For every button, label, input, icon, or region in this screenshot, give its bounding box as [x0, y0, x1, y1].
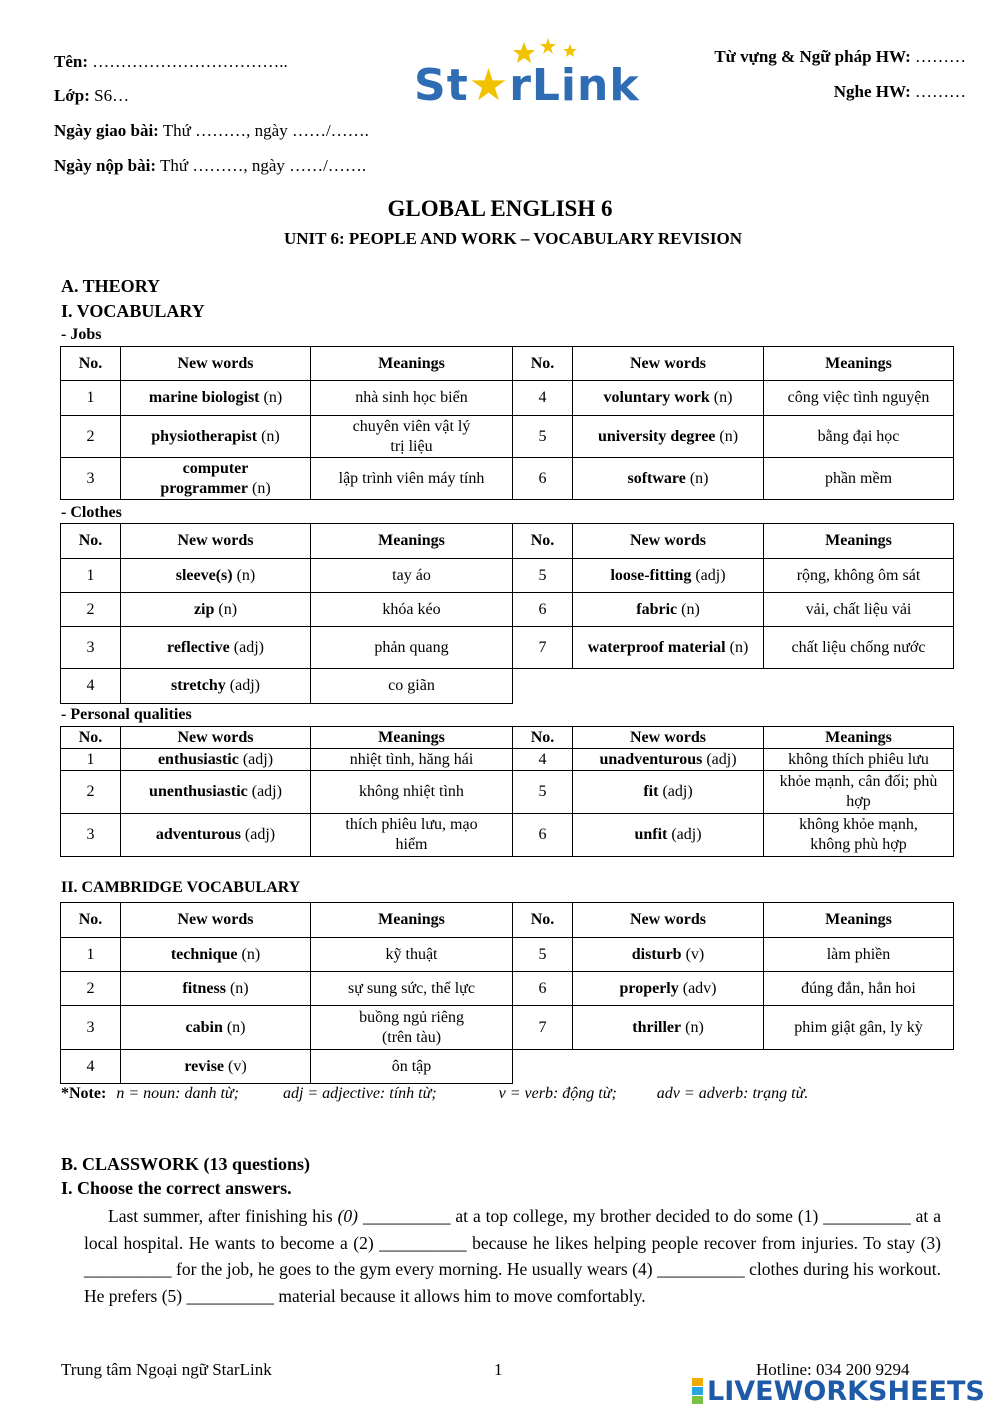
hw-vocab-value: ………	[915, 47, 966, 66]
word: properly	[619, 979, 679, 997]
example-marker: (0)	[337, 1206, 359, 1226]
cell-word	[573, 381, 764, 416]
cell-word	[121, 559, 311, 593]
cell-word	[573, 1006, 764, 1050]
empty-cell	[573, 1050, 764, 1084]
empty-cell	[764, 669, 954, 704]
cell-no: 6	[513, 814, 573, 857]
pos: (adj)	[229, 677, 260, 694]
jobs-heading: - Jobs	[61, 326, 102, 343]
pos: (n)	[681, 600, 700, 618]
cell-no: 4	[61, 669, 121, 704]
cell-no: 7	[513, 1006, 573, 1050]
submit-date-value: Thứ ………, ngày ……/…….	[159, 156, 367, 175]
cambridge-table	[60, 902, 954, 1084]
liveworksheets-logo-icon	[692, 1378, 703, 1405]
cell-no: 3	[61, 814, 121, 857]
clothes-table	[60, 523, 954, 704]
cell-meaning: đúng đắn, hẳn hoi	[764, 972, 954, 1006]
assign-date-line	[54, 121, 369, 141]
pos: (adj)	[695, 566, 726, 584]
submit-date-label: Ngày nộp bài:	[54, 156, 157, 175]
pos: (n)	[218, 600, 238, 618]
empty-cell	[513, 669, 573, 704]
passage-text-2: __________ at a top college, my brother decided to do some (1) __________ at a local hospital. He wants to become a (2) __________ because he likes helping people recover from injuries. To stay (3) __________ for the job, he goes to the gym every morning. He usually wears (4) __________ clothes during his workout. He prefers (5) __________ material because it allows him to move comfortably.	[84, 1206, 941, 1306]
pos: (adj)	[706, 750, 737, 768]
cell-meaning: ôn tập	[311, 1050, 513, 1084]
col-words: New words	[121, 524, 311, 559]
pos: (n)	[236, 566, 256, 584]
cell-no: 2	[61, 771, 121, 814]
assign-date-value: Thứ ………, ngày ……/…….	[162, 121, 369, 140]
pos-note	[61, 1085, 808, 1103]
hw-listen-line	[834, 82, 966, 102]
pos: (adj)	[662, 783, 693, 800]
word: unenthusiastic	[149, 783, 248, 800]
word: revise	[184, 1057, 225, 1075]
col-meanings: Meanings	[764, 727, 954, 749]
qualities-table	[60, 726, 954, 857]
cell-word	[121, 749, 311, 771]
col-meanings: Meanings	[311, 347, 513, 381]
table-header-row	[61, 903, 954, 938]
pos: (adv)	[682, 979, 717, 997]
word: adventurous	[155, 826, 241, 843]
word: university degree	[597, 427, 716, 445]
pos: (adj)	[233, 638, 264, 656]
empty-cell	[764, 1050, 954, 1084]
cell-meaning: lập trình viên máy tính	[311, 458, 513, 500]
cell-word	[573, 972, 764, 1006]
cell-no: 6	[513, 972, 573, 1006]
section-a-heading: A. THEORY	[61, 276, 161, 296]
pos: (adj)	[244, 826, 276, 843]
cell-meaning: phim giật gân, ly kỳ	[764, 1006, 954, 1050]
note-noun: n = noun: danh từ;	[116, 1085, 239, 1102]
col-meanings: Meanings	[311, 903, 513, 938]
hw-listen-value: ………	[915, 82, 966, 101]
col-no: No.	[61, 727, 121, 749]
cell-word	[573, 627, 764, 669]
cell-no: 7	[513, 627, 573, 669]
word: marine biologist	[148, 389, 260, 406]
footer-center-name: Trung tâm Ngoại ngữ StarLink	[61, 1360, 272, 1379]
cell-no: 5	[513, 416, 573, 458]
logo-text	[414, 60, 640, 111]
cell-no: 3	[61, 627, 121, 669]
cell-no: 6	[513, 458, 573, 500]
col-words: New words	[121, 727, 311, 749]
cell-word	[573, 814, 764, 857]
cell-word	[573, 458, 764, 500]
footer-hotline: Hotline: 034 200 9294	[756, 1360, 910, 1379]
col-no: No.	[513, 903, 573, 938]
cell-meaning: phản quang	[311, 627, 513, 669]
pos: (n)	[685, 1018, 704, 1036]
cell-meaning: tay áo	[311, 559, 513, 593]
word: sleeve(s)	[175, 566, 233, 584]
cell-word	[121, 416, 311, 458]
table-row	[61, 749, 954, 771]
col-no: No.	[513, 524, 573, 559]
word: reflective	[167, 638, 230, 656]
section-a1-heading: I. VOCABULARY	[61, 301, 205, 321]
cell-word	[121, 938, 311, 972]
word: fitness	[182, 979, 226, 997]
cell-word	[573, 559, 764, 593]
logo-star-icon: ★	[468, 60, 510, 111]
logo-text-part2: rLink	[509, 60, 640, 111]
qualities-heading: - Personal qualities	[61, 706, 192, 723]
cell-meaning: sự sung sức, thể lực	[311, 972, 513, 1006]
col-words: New words	[121, 347, 311, 381]
table-row	[61, 669, 954, 704]
cell-no: 2	[61, 972, 121, 1006]
cell-meaning: rộng, không ôm sát	[764, 559, 954, 593]
cell-word	[121, 972, 311, 1006]
cell-word	[121, 771, 311, 814]
cell-meaning: bằng đại học	[764, 416, 954, 458]
cell-meaning: co giãn	[311, 669, 513, 704]
word: waterproof material	[587, 638, 726, 656]
col-words: New words	[573, 903, 764, 938]
cell-word	[121, 593, 311, 627]
cell-meaning: không khỏe mạnh, không phù hợp	[764, 814, 954, 857]
hw-vocab-label: Từ vựng & Ngữ pháp HW:	[714, 47, 911, 66]
pos: (n)	[229, 979, 249, 997]
pos: (n)	[261, 427, 280, 445]
class-label: Lớp:	[54, 86, 90, 105]
cell-meaning: buồng ngủ riêng (trên tàu)	[311, 1006, 513, 1050]
word: physiotherapist	[151, 427, 258, 445]
liveworksheets-brand	[692, 1376, 985, 1406]
cell-word	[573, 749, 764, 771]
pos: (n)	[252, 479, 271, 497]
cell-no: 3	[61, 458, 121, 500]
cell-no: 1	[61, 559, 121, 593]
cell-meaning: chuyên viên vật lý trị liệu	[311, 416, 513, 458]
col-words: New words	[573, 524, 764, 559]
class-line	[54, 86, 129, 106]
pos: (n)	[729, 638, 749, 656]
passage-text-1: Last summer, after finishing his	[108, 1206, 338, 1226]
pos: (adj)	[251, 783, 282, 800]
section-b-heading: B. CLASSWORK (13 questions)	[61, 1154, 311, 1174]
assign-date-label: Ngày giao bài:	[54, 121, 159, 140]
word: cabin	[185, 1018, 223, 1036]
cell-no: 3	[61, 1006, 121, 1050]
table-row	[61, 814, 954, 857]
cell-word	[573, 416, 764, 458]
word: stretchy	[171, 677, 226, 694]
word: technique	[170, 945, 238, 963]
col-meanings: Meanings	[764, 903, 954, 938]
col-meanings: Meanings	[764, 524, 954, 559]
table-row	[61, 627, 954, 669]
clothes-heading: - Clothes	[61, 504, 122, 521]
note-verb: v = verb: động từ;	[498, 1085, 617, 1102]
table-row	[61, 416, 954, 458]
word: enthusiastic	[157, 750, 239, 768]
cell-word	[121, 1050, 311, 1084]
word: loose-fitting	[610, 566, 692, 584]
col-words: New words	[573, 727, 764, 749]
table-row	[61, 559, 954, 593]
pos: (n)	[713, 389, 733, 406]
pos: (n)	[241, 945, 261, 963]
cell-no: 1	[61, 938, 121, 972]
cell-no: 1	[61, 749, 121, 771]
cell-meaning: không thích phiêu lưu	[764, 749, 954, 771]
submit-date-line	[54, 156, 366, 176]
logo-text-part1: St	[414, 60, 469, 111]
cell-no: 4	[513, 749, 573, 771]
table-row	[61, 593, 954, 627]
cell-word	[121, 627, 311, 669]
cell-meaning: khỏe mạnh, cân đối; phù hợp	[764, 771, 954, 814]
name-blank: ……………………………..	[92, 52, 288, 71]
col-words: New words	[573, 347, 764, 381]
cell-word	[121, 669, 311, 704]
table-row	[61, 1006, 954, 1050]
passage-paragraph	[84, 1203, 941, 1309]
table-row	[61, 771, 954, 814]
student-name-line	[54, 52, 288, 72]
cell-no: 5	[513, 559, 573, 593]
cell-word	[573, 593, 764, 627]
table-row	[61, 938, 954, 972]
word: zip	[193, 600, 215, 618]
cell-word	[121, 458, 311, 500]
cell-word	[573, 938, 764, 972]
word: unfit	[634, 826, 668, 843]
word: fit	[643, 783, 659, 800]
cell-word	[121, 814, 311, 857]
table-row	[61, 1050, 954, 1084]
jobs-table	[60, 346, 954, 500]
cell-meaning: chất liệu chống nước	[764, 627, 954, 669]
word: fabric	[636, 600, 678, 618]
word: voluntary work	[603, 389, 710, 406]
table-header-row	[61, 347, 954, 381]
table-header-row	[61, 727, 954, 749]
name-label: Tên:	[54, 52, 88, 71]
col-no: No.	[513, 347, 573, 381]
note-adjective: adj = adjective: tính từ;	[282, 1085, 437, 1102]
table-row	[61, 381, 954, 416]
col-meanings: Meanings	[311, 727, 513, 749]
cell-meaning: làm phiền	[764, 938, 954, 972]
pos: (adj)	[242, 750, 274, 768]
word: thriller	[632, 1018, 682, 1036]
cell-no: 2	[61, 416, 121, 458]
note-adverb: adv = adverb: trạng từ.	[656, 1085, 809, 1102]
word: disturb	[631, 945, 682, 963]
col-no: No.	[61, 347, 121, 381]
section-a2-heading: II. CAMBRIDGE VOCABULARY	[61, 879, 301, 896]
cell-no: 6	[513, 593, 573, 627]
cell-no: 5	[513, 771, 573, 814]
cell-meaning: nhà sinh học biển	[311, 381, 513, 416]
cell-meaning: vải, chất liệu vải	[764, 593, 954, 627]
cell-meaning: không nhiệt tình	[311, 771, 513, 814]
pos: (v)	[685, 945, 705, 963]
empty-cell	[573, 669, 764, 704]
cell-meaning: phần mềm	[764, 458, 954, 500]
cell-no: 4	[61, 1050, 121, 1084]
pos: (adj)	[671, 826, 702, 843]
page-number: 1	[494, 1360, 503, 1379]
section-b1-heading: I. Choose the correct answers.	[61, 1178, 292, 1198]
class-value: S6…	[94, 86, 130, 105]
hw-listen-label: Nghe HW:	[833, 82, 911, 101]
note-label: *Note:	[61, 1085, 107, 1102]
cell-word	[573, 771, 764, 814]
cell-no: 5	[513, 938, 573, 972]
liveworksheets-text: LIVEWORKSHEETS	[707, 1376, 985, 1407]
table-row	[61, 458, 954, 500]
pos: (v)	[228, 1057, 247, 1075]
pos: (n)	[719, 427, 739, 445]
word: software	[627, 469, 686, 487]
word: computer programmer	[160, 459, 249, 497]
cell-no: 4	[513, 381, 573, 416]
page-subtitle: UNIT 6: PEOPLE AND WORK – VOCABULARY REVISION	[284, 229, 742, 248]
pos: (n)	[689, 469, 709, 487]
page-title: GLOBAL ENGLISH 6	[387, 196, 613, 221]
col-words: New words	[121, 903, 311, 938]
col-meanings: Meanings	[764, 347, 954, 381]
cell-meaning: kỹ thuật	[311, 938, 513, 972]
hw-vocab-line	[714, 47, 966, 67]
pos: (n)	[263, 389, 283, 406]
col-no: No.	[61, 524, 121, 559]
col-no: No.	[513, 727, 573, 749]
cell-no: 1	[61, 381, 121, 416]
cell-no: 2	[61, 593, 121, 627]
pos: (n)	[226, 1018, 246, 1036]
empty-cell	[513, 1050, 573, 1084]
table-row	[61, 972, 954, 1006]
cell-word	[121, 1006, 311, 1050]
cell-meaning: thích phiêu lưu, mạo hiểm	[311, 814, 513, 857]
cell-meaning: công việc tình nguyện	[764, 381, 954, 416]
cell-word	[121, 381, 311, 416]
col-meanings: Meanings	[311, 524, 513, 559]
cell-meaning: khóa kéo	[311, 593, 513, 627]
col-no: No.	[61, 903, 121, 938]
starlink-logo	[414, 38, 642, 110]
word: unadventurous	[599, 750, 703, 768]
cell-meaning: nhiệt tình, hăng hái	[311, 749, 513, 771]
table-header-row	[61, 524, 954, 559]
